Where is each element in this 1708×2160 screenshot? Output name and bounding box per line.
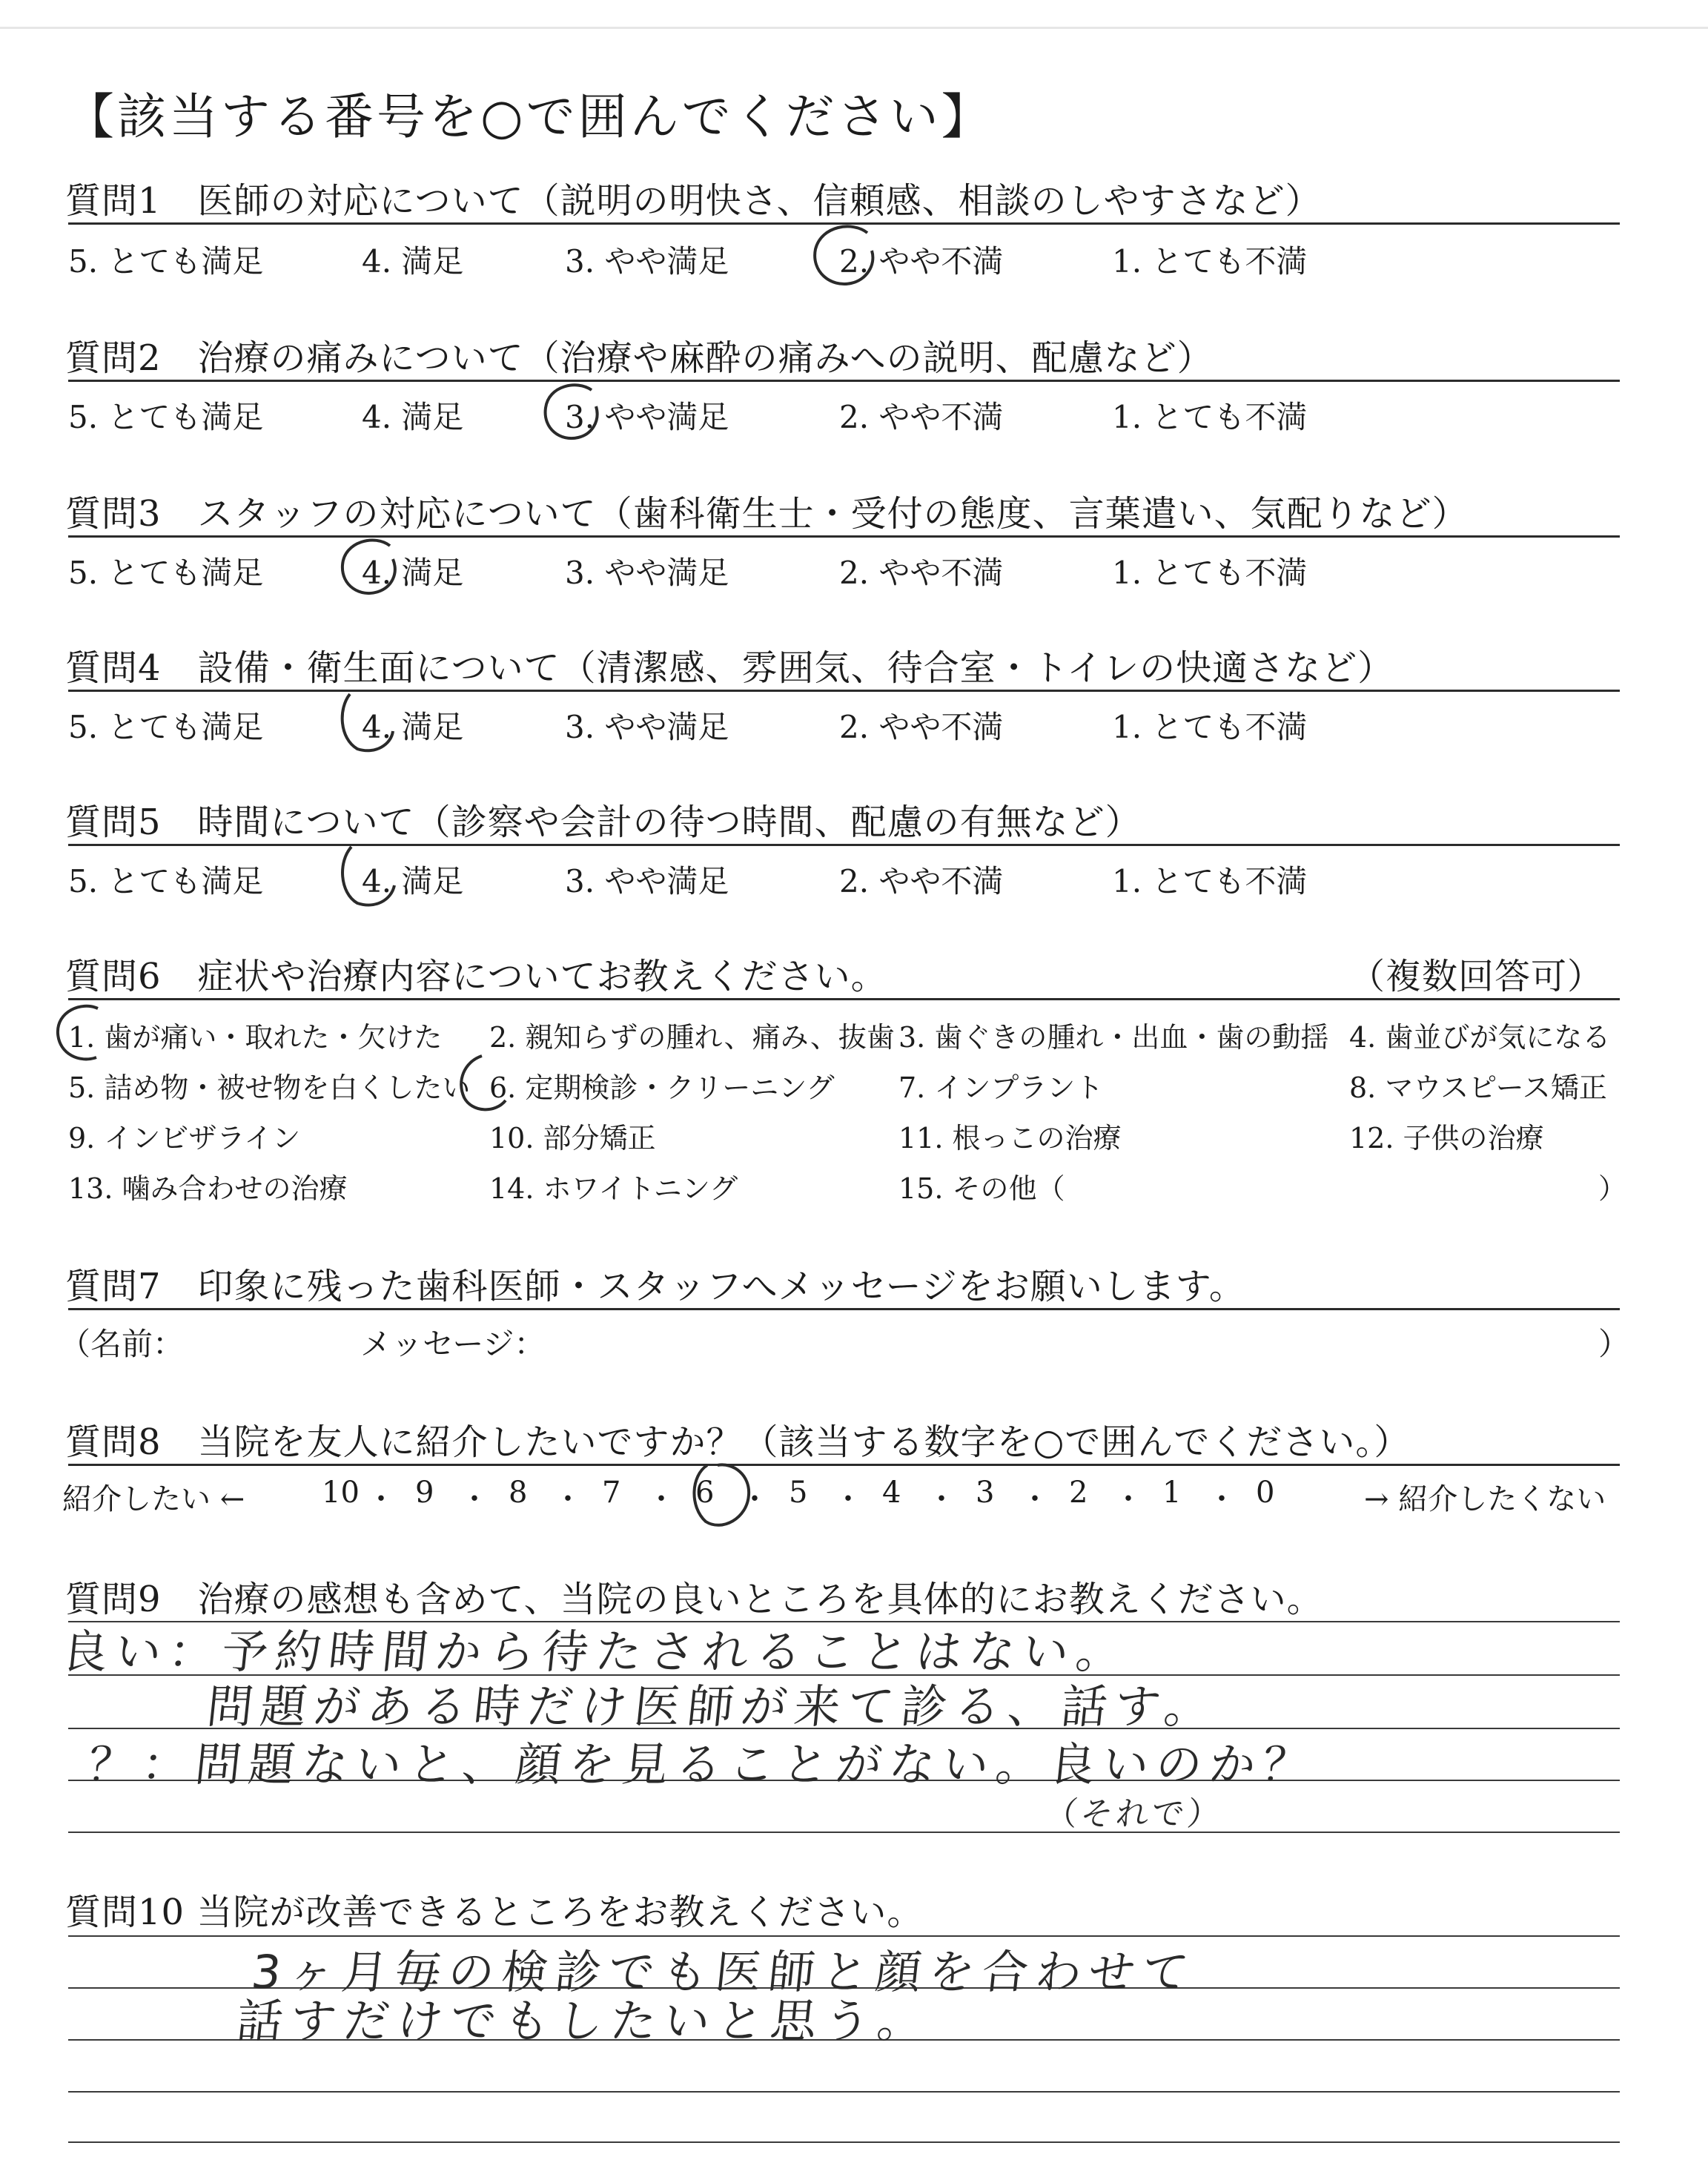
scale-separator: ・ <box>1207 1482 1237 1516</box>
q8-scale-value[interactable]: 5 <box>789 1476 808 1510</box>
q2-option-1[interactable]: 1. とても不満 <box>1112 399 1308 435</box>
q1-option-4[interactable]: 4. 満足 <box>362 243 464 280</box>
q5-option-1[interactable]: 1. とても不満 <box>1112 863 1308 899</box>
q1-selection-circle <box>808 219 882 294</box>
divider <box>68 690 1620 692</box>
question-5-title: 質問5 時間について（診察や会計の待つ時間、配慮の有無など） <box>65 802 1142 843</box>
q2-option-2[interactable]: 2. やや不満 <box>839 399 1004 435</box>
q2-selection-circle <box>540 380 606 446</box>
q2-option-4[interactable]: 4. 満足 <box>362 399 464 435</box>
q6-option-5[interactable]: 5. 詰め物・被せ物を白くしたい <box>68 1071 471 1104</box>
q9-handwriting-line-3: ？：問題ないと、顔を見ることがない。良いのか？ <box>85 1737 1320 1791</box>
q6-option-15[interactable]: 15. その他（ <box>898 1172 1065 1205</box>
q5-option-4[interactable]: 4. 満足 <box>362 863 464 899</box>
q6-option-13[interactable]: 13. 噛み合わせの治療 <box>68 1172 348 1205</box>
q4-option-4[interactable]: 4. 満足 <box>362 709 464 745</box>
q6-selection-circle-6 <box>452 1051 526 1118</box>
q1-option-5[interactable]: 5. とても満足 <box>68 243 264 280</box>
writing-line <box>68 2141 1620 2143</box>
q2-option-3[interactable]: 3. やや満足 <box>565 399 729 435</box>
scan-edge <box>0 27 1708 29</box>
q4-option-1[interactable]: 1. とても不満 <box>1112 709 1308 745</box>
question-10-title: 質問10 当院が改善できるところをお教えください。 <box>65 1892 924 1933</box>
scale-separator: ・ <box>740 1482 769 1516</box>
q3-selection-circle <box>337 534 403 601</box>
q8-scale-value[interactable]: 0 <box>1256 1476 1275 1510</box>
question-1-title: 質問1 医師の対応について（説明の明快さ、信頼感、相談のしやすさなど） <box>65 180 1322 222</box>
q6-option-11[interactable]: 11. 根っこの治療 <box>898 1122 1122 1155</box>
q10-handwriting-line-1: 3ヶ月毎の検診でも医師と顔を合わせて <box>248 1945 1199 1999</box>
divider <box>68 535 1620 538</box>
q6-selection-circle-1 <box>52 1001 119 1068</box>
scale-separator: ・ <box>366 1482 396 1516</box>
q5-option-2[interactable]: 2. やや不満 <box>839 863 1004 899</box>
q1-option-1[interactable]: 1. とても不満 <box>1112 243 1308 280</box>
scale-separator: ・ <box>1113 1482 1143 1516</box>
q6-option-2[interactable]: 2. 親知らずの腫れ、痛み、抜歯 <box>489 1021 895 1054</box>
q4-option-5[interactable]: 5. とても満足 <box>68 709 264 745</box>
scale-separator: ・ <box>646 1482 676 1516</box>
q6-option-7[interactable]: 7. インプラント <box>898 1071 1104 1104</box>
q3-option-1[interactable]: 1. とても不満 <box>1112 555 1308 591</box>
q8-scale-value[interactable]: 8 <box>509 1476 528 1510</box>
writing-line <box>68 2091 1620 2093</box>
q6-option-8[interactable]: 8. マウスピース矯正 <box>1349 1071 1607 1104</box>
question-7-title: 質問7 印象に残った歯科医師・スタッフへメッセージをお願いします。 <box>65 1266 1245 1307</box>
divider <box>68 844 1620 846</box>
q1-option-3[interactable]: 3. やや満足 <box>565 243 729 280</box>
q8-selection-circle <box>685 1459 759 1533</box>
q7-close-paren: ） <box>1598 1326 1630 1362</box>
q1-option-2[interactable]: 2. やや不満 <box>839 243 1004 280</box>
q6-option-9[interactable]: 9. インビザライン <box>68 1122 301 1155</box>
q3-option-4[interactable]: 4. 満足 <box>362 555 464 591</box>
q6-option-3[interactable]: 3. 歯ぐきの腫れ・出血・歯の動揺 <box>898 1021 1329 1054</box>
q8-scale-value[interactable]: 1 <box>1162 1476 1182 1510</box>
q4-selection-circle <box>335 687 402 753</box>
scale-separator: ・ <box>553 1482 583 1516</box>
question-6-note: （複数回答可） <box>1349 956 1604 997</box>
question-4-title: 質問4 設備・衛生面について（清潔感、雰囲気、待合室・トイレの快適さなど） <box>65 647 1394 689</box>
q6-option-14[interactable]: 14. ホワイトニング <box>489 1172 738 1205</box>
scale-separator: ・ <box>833 1482 863 1516</box>
q8-scale-value[interactable]: 7 <box>602 1476 621 1510</box>
q5-option-5[interactable]: 5. とても満足 <box>68 863 264 899</box>
scale-separator: ・ <box>927 1482 956 1516</box>
q8-left-label: 紹介したい ← <box>62 1482 245 1516</box>
q6-option-6[interactable]: 6. 定期検診・クリーニング <box>489 1071 835 1104</box>
divider <box>68 1464 1620 1466</box>
q6-option-12[interactable]: 12. 子供の治療 <box>1349 1122 1544 1155</box>
question-9-title: 質問9 治療の感想も含めて、当院の良いところを具体的にお教えください。 <box>65 1579 1323 1620</box>
q6-option-10[interactable]: 10. 部分矯正 <box>489 1122 656 1155</box>
q8-scale-value[interactable]: 4 <box>882 1476 901 1510</box>
q3-option-2[interactable]: 2. やや不満 <box>839 555 1004 591</box>
q3-option-3[interactable]: 3. やや満足 <box>565 555 729 591</box>
q6-option-1[interactable]: 1. 歯が痛い・取れた・欠けた <box>68 1021 443 1054</box>
divider <box>68 1308 1620 1310</box>
page-title: 【該当する番号を○で囲んでください】 <box>65 88 993 145</box>
q8-scale-value[interactable]: 9 <box>415 1476 434 1510</box>
divider <box>68 998 1620 1000</box>
q7-message-label: メッセージ： <box>360 1326 546 1362</box>
scale-separator: ・ <box>1020 1482 1050 1516</box>
q9-handwriting-line-2: 問題がある時だけ医師が来て診る、話す。 <box>204 1680 1221 1734</box>
q8-right-label: → 紹介したくない <box>1364 1482 1606 1516</box>
question-2-title: 質問2 治療の痛みについて（治療や麻酔の痛みへの説明、配慮など） <box>65 337 1214 379</box>
question-3-title: 質問3 スタッフの対応について（歯科衛生士・受付の態度、言葉遣い、気配りなど） <box>65 493 1469 535</box>
divider <box>68 380 1620 382</box>
q3-option-5[interactable]: 5. とても満足 <box>68 555 264 591</box>
question-6-title: 質問6 症状や治療内容についてお教えください。 <box>65 956 887 997</box>
q5-option-3[interactable]: 3. やや満足 <box>565 863 729 899</box>
q9-handwriting-line-1: 良い：予約時間から待たされることはない。 <box>59 1625 1133 1679</box>
q5-selection-circle <box>335 841 402 908</box>
scale-separator: ・ <box>460 1482 489 1516</box>
q8-scale-value[interactable]: 3 <box>976 1476 995 1510</box>
q10-handwriting-line-2: 話すだけでもしたいと思う。 <box>234 1994 934 2048</box>
q2-option-5[interactable]: 5. とても満足 <box>68 399 264 435</box>
q8-scale-value[interactable]: 6 <box>695 1476 715 1510</box>
q8-scale-value[interactable]: 2 <box>1069 1476 1088 1510</box>
q4-option-3[interactable]: 3. やや満足 <box>565 709 729 745</box>
question-8-title: 質問8 当院を友人に紹介したいですか？（該当する数字を○で囲んでください。） <box>65 1421 1411 1463</box>
q9-handwriting-note: （それで） <box>1042 1795 1225 1833</box>
q6-option-4[interactable]: 4. 歯並びが気になる <box>1349 1021 1611 1054</box>
q4-option-2[interactable]: 2. やや不満 <box>839 709 1004 745</box>
q8-scale-value[interactable]: 10 <box>322 1476 360 1510</box>
q6-other-close: ） <box>1598 1172 1627 1205</box>
writing-line <box>68 1832 1620 1833</box>
q7-name-label: （名前： <box>59 1326 185 1362</box>
